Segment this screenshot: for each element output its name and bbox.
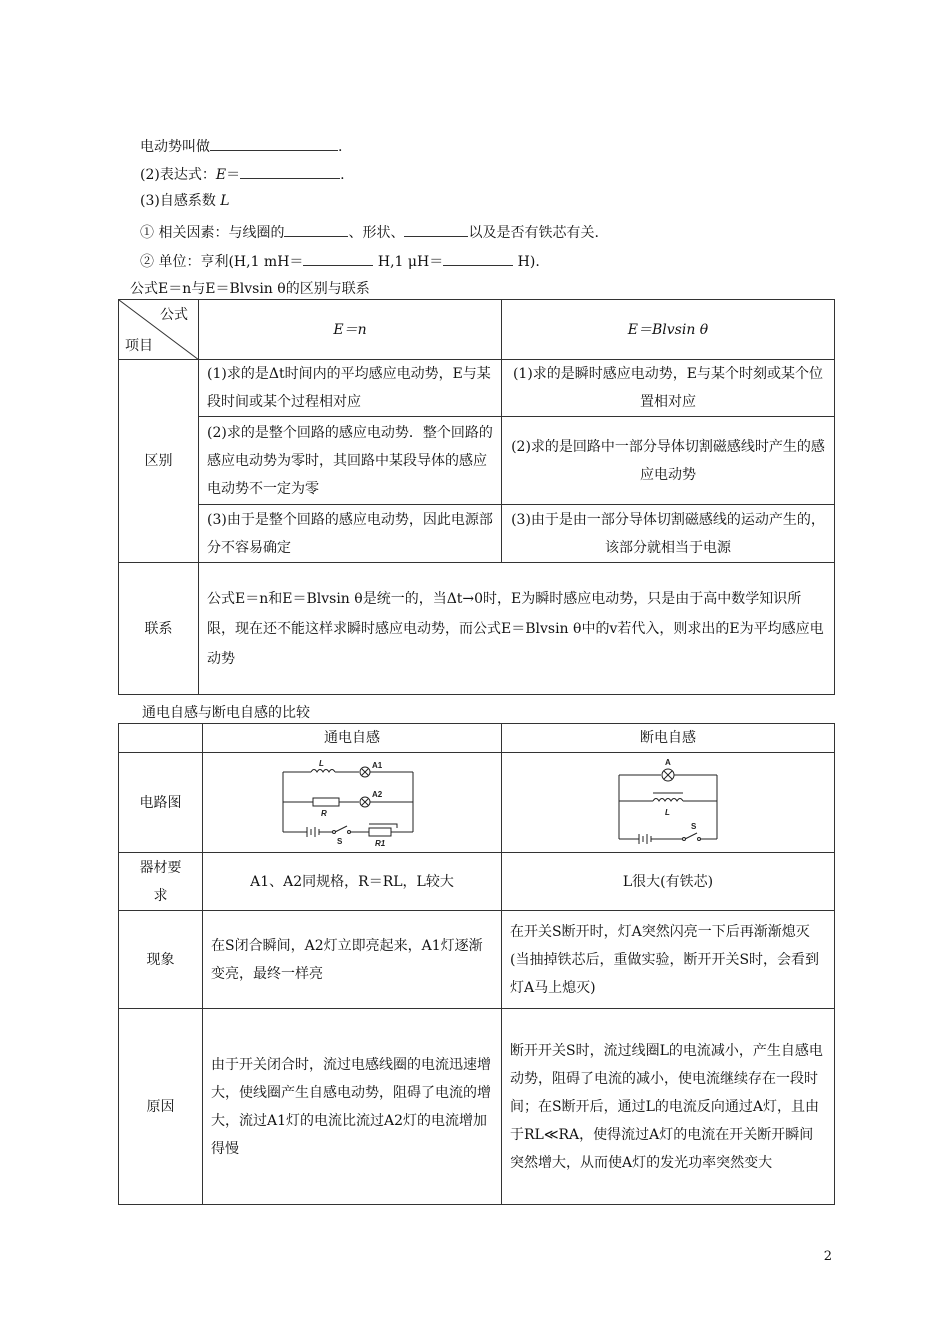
blank [303,251,373,266]
req-off: L很大(有铁芯) [502,853,835,911]
intro-line-4: ① 相关因素：与线圈的 、形状、 以及是否有铁芯有关. [140,222,599,242]
phen-on: 在S闭合瞬间，A2灯立即亮起来，A1灯逐渐变亮，最终一样亮 [203,911,502,1009]
intro-line-1: 电动势叫做 . [140,136,342,156]
blank [284,222,348,237]
blank [240,164,340,179]
col-header-eblv: E＝Blvsin θ [502,300,835,360]
col-header-on: 通电自感 [203,724,502,753]
row-label-connection: 联系 [119,563,199,695]
blank [443,251,513,266]
cause-on: 由于开关闭合时，流过电感线圈的电流迅速增大，使线圈产生自感电动势，阻碍了电流的增大，流过A1灯的电流比流过A2灯的电流增加得慢 [203,1009,502,1205]
header-item-label: 项目 [125,338,153,354]
connection-text: 公式E＝n和E＝Blvsin θ是统一的，当Δt→0时，E为瞬时感应电动势，只是由于高中数学知识所限，现在还不能这样求瞬时感应电动势，而公式E＝Blvsin θ中的v若代入，则求出的E为平均感应电动势 [199,563,835,695]
table1-header-diagonal [119,300,199,360]
row-label-cause: 原因 [119,1009,203,1205]
diff-3-eblv: (3)由于是由一部分导体切割磁感线的运动产生的，该部分就相当于电源 [502,505,835,563]
table2-corner [119,724,203,753]
table2-heading: 通电自感与断电自感的比较 [142,705,310,721]
diff-1-eblv: (1)求的是瞬时感应电动势，E与某个时刻或某个位置相对应 [502,360,835,417]
blank [404,222,468,237]
label-L2: L [665,807,670,817]
row-label-difference: 区别 [119,360,199,563]
cause-off: 断开开关S时，流过线圈L的电流减小，产生自感电动势，阻碍了电流的减小，使电流继续存在一段时间；在S断开后，通过L的电流反向通过A灯，且由于RL≪RA，使得流过A灯的电流在开关断开瞬间突然增大，从而使A灯的发光功率突然变大 [502,1009,835,1205]
comparison-table-1 [118,299,835,695]
diff-2-en: (2)求的是整个回路的感应电动势．整个回路的感应电动势为零时，其回路中某段导体的感应电动势不一定为零 [199,417,502,505]
circuit-off-svg [613,755,723,851]
header-formula-label: 公式 [160,307,188,323]
row-label-requirement: 器材要求 [119,853,203,911]
label-A: A [665,757,671,767]
label-S: S [337,836,343,846]
col-header-en: E＝n [199,300,502,360]
req-on: A1、A2同规格，R＝RL，L较大 [203,853,502,911]
circuit-on-svg [277,760,427,846]
blank [210,136,338,151]
phen-off: 在开关S断开时，灯A突然闪亮一下后再渐渐熄灭(当抽掉铁芯后，重做实验，断开开关S时，会看到灯A马上熄灭) [502,911,835,1009]
label-S2: S [691,821,697,831]
intro-line-5: ② 单位：亨利(H,1 mH＝ H,1 μH＝ H). [140,251,540,271]
intro-line-3: (3)自感系数 L [140,193,230,209]
label-A1: A1 [372,760,383,770]
diff-1-en: (1)求的是Δt时间内的平均感应电动势，E与某段时间或某个过程相对应 [199,360,502,417]
page-number: 2 [823,1249,832,1264]
label-R: R [321,808,327,818]
diff-3-en: (3)由于是整个回路的感应电动势，因此电源部分不容易确定 [199,505,502,563]
intro-line-2: (2)表达式：E＝ . [140,164,345,184]
diff-2-eblv: (2)求的是回路中一部分导体切割磁感线时产生的感应电动势 [502,417,835,505]
table1-heading: 公式E＝n与E＝Blvsin θ的区别与联系 [130,281,370,297]
col-header-off: 断电自感 [502,724,835,753]
comparison-table-2 [118,723,835,1205]
row-label-circuit: 电路图 [119,753,203,853]
row-label-phenomenon: 现象 [119,911,203,1009]
label-A2: A2 [372,789,383,799]
label-R1: R1 [375,838,386,846]
circuit-diagram-on [203,753,502,853]
circuit-diagram-off [502,753,835,853]
label-L: L [319,759,324,768]
